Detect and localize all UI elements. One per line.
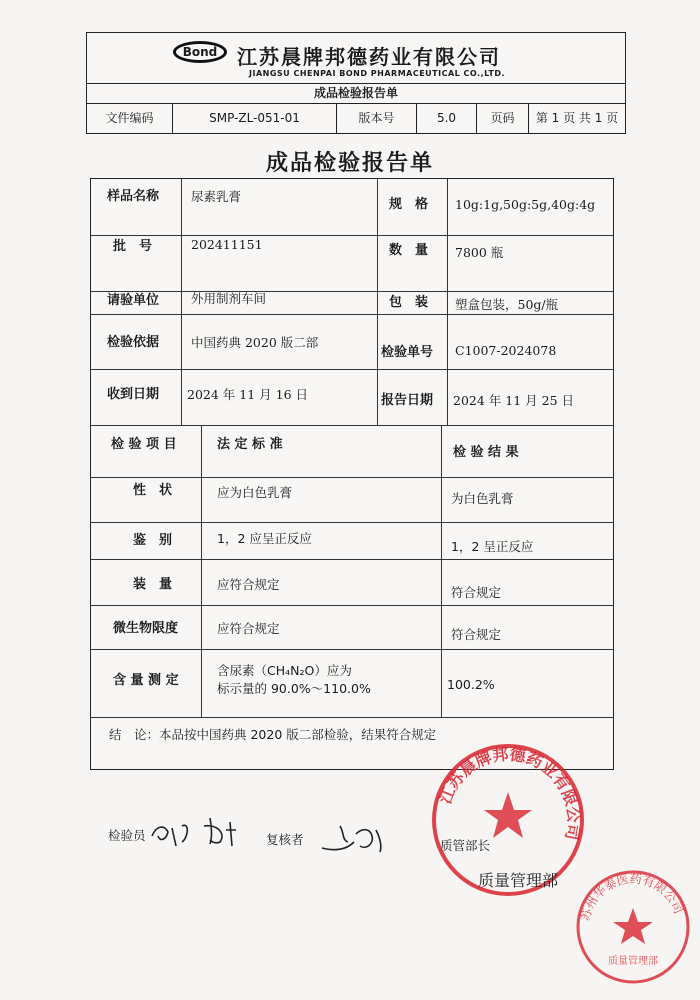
form-title: 成品检验报告单 (87, 83, 625, 104)
second-seal (574, 868, 692, 986)
value-requester: 外用制剂车间 (191, 291, 267, 306)
label-batch: 批 号 (113, 239, 153, 254)
test-standard: 应符合规定 (217, 621, 280, 636)
value-packaging: 塑盒包装，50g/瓶 (455, 297, 559, 312)
test-item: 含 量 测 定 (113, 673, 179, 688)
value-report-date: 2024 年 11 月 25 日 (453, 393, 574, 408)
test-standard: 1，2 应呈正反应 (217, 531, 312, 546)
meta-row (87, 103, 625, 133)
report-table (90, 178, 614, 770)
th-standard: 法 定 标 准 (217, 437, 283, 452)
test-standard: 应符合规定 (217, 577, 280, 592)
label-packaging: 包 装 (389, 295, 429, 310)
page-label: 页码 (477, 103, 529, 133)
test-result: 100.2% (447, 677, 495, 692)
value-received-date: 2024 年 11 月 16 日 (187, 387, 308, 402)
test-result: 1，2 呈正反应 (451, 539, 534, 554)
version-value: 5.0 (417, 103, 477, 133)
svg-text:江苏晨牌邦德药业有限公司: 江苏晨牌邦德药业有限公司 (435, 744, 584, 842)
label-quantity: 数 量 (389, 243, 429, 258)
reviewer-label: 复核者 (266, 832, 304, 847)
label-spec: 规 格 (389, 197, 429, 212)
version-label: 版本号 (337, 103, 417, 133)
value-order-no: C1007-2024078 (455, 343, 557, 358)
conclusion: 结 论：本品按中国药典 2020 版二部检验，结果符合规定 (109, 727, 437, 742)
doc-no-label: 文件编码 (87, 103, 173, 133)
test-standard: 应为白色乳膏 (217, 485, 293, 500)
th-result: 检 验 结 果 (453, 445, 519, 460)
page-value: 第 1 页 共 1 页 (535, 111, 619, 125)
value-batch: 202411151 (191, 237, 263, 252)
value-basis: 中国药典 2020 版二部 (191, 335, 319, 350)
company-logo (173, 41, 227, 63)
label-requester: 请验单位 (107, 293, 160, 308)
logo-text: Bond (182, 45, 218, 59)
th-item: 检 验 项 目 (111, 437, 177, 452)
label-report-date: 报告日期 (381, 393, 434, 408)
test-result: 为白色乳膏 (451, 491, 514, 506)
inspector-label: 检验员 (108, 828, 146, 843)
company-seal-dept: 质量管理部 (478, 871, 559, 890)
value-sample-name: 尿素乳膏 (191, 189, 242, 204)
test-result: 符合规定 (451, 627, 502, 642)
company-banner (87, 33, 625, 84)
test-standard-line2: 标示量的 90.0%～110.0% (217, 681, 371, 696)
test-result: 符合规定 (451, 585, 502, 600)
test-item: 鉴 别 (133, 533, 173, 548)
qa-label: 质管部长 (440, 838, 491, 853)
svg-text:苏州华泰医药有限公司: 苏州华泰医药有限公司 (578, 871, 686, 923)
reviewer-signature (318, 812, 398, 860)
label-order-no: 检验单号 (381, 345, 434, 360)
company-name-en: JIANGSU CHENPAI BOND PHARMACEUTICAL CO.,LTD. (249, 69, 506, 78)
label-received-date: 收到日期 (107, 387, 160, 402)
report-title: 成品检验报告单 (265, 151, 434, 176)
doc-no-value: SMP-ZL-051-01 (173, 103, 337, 133)
document-header (86, 32, 626, 134)
test-standard: 含尿素（CH₄N₂O）应为 (217, 663, 352, 678)
test-item: 性 状 (133, 483, 173, 498)
value-spec: 10g:1g,50g:5g,40g:4g (455, 197, 596, 212)
inspector-signature (146, 812, 256, 852)
test-item: 装 量 (133, 577, 173, 592)
label-sample-name: 样品名称 (107, 189, 160, 204)
test-item: 微生物限度 (113, 621, 179, 636)
svg-text:质量管理部: 质量管理部 (608, 956, 658, 967)
company-name-cn: 江苏晨牌邦德药业有限公司 (237, 45, 501, 69)
label-basis: 检验依据 (107, 335, 160, 350)
value-quantity: 7800 瓶 (455, 245, 504, 260)
